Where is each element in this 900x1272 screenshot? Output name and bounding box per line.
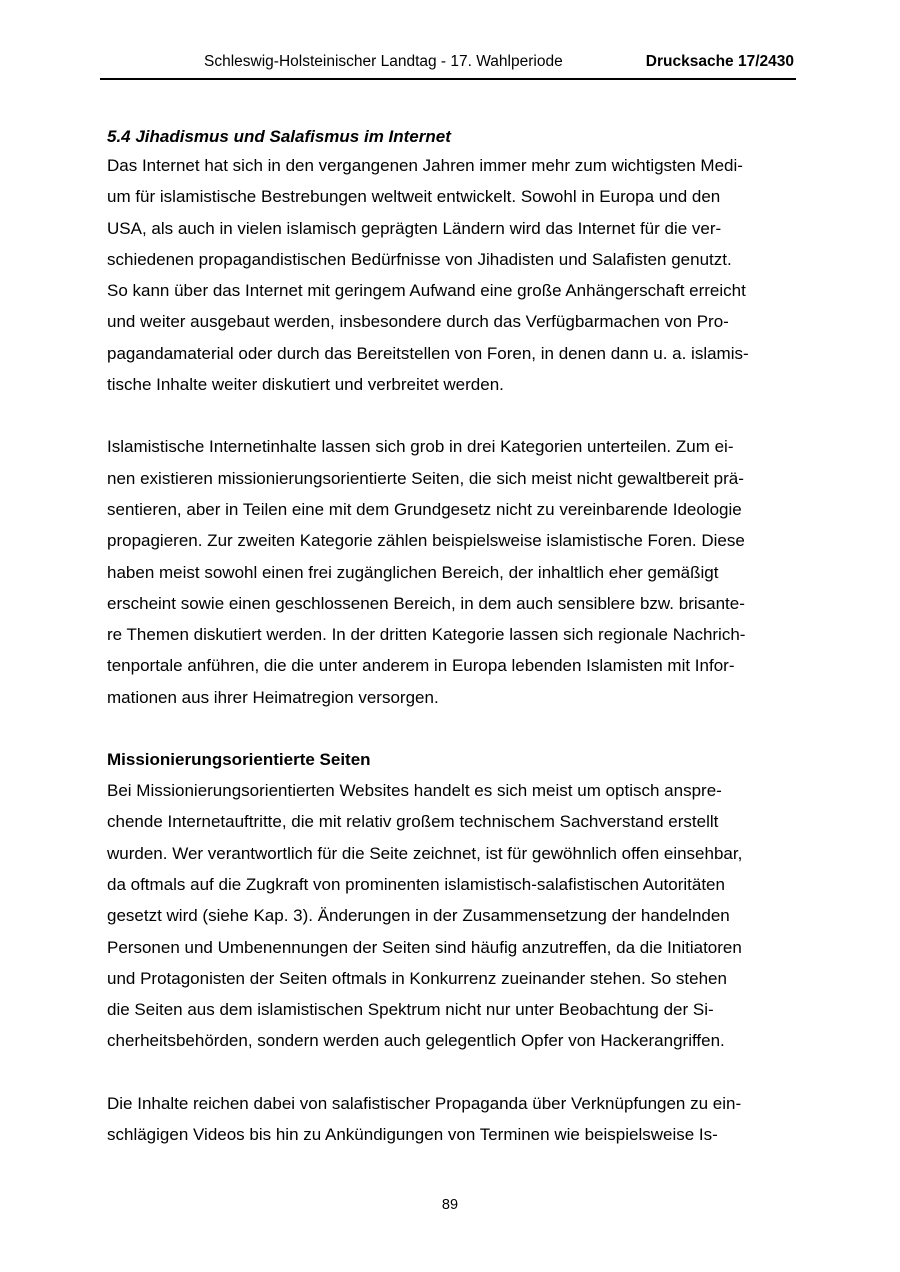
document-reference: Drucksache 17/2430: [645, 53, 794, 70]
text-line: gesetzt wird (siehe Kap. 3). Änderungen in der Zusammensetzung der handelnden: [107, 906, 730, 926]
text-line: nen existieren missionierungsorientierte Seiten, die sich meist nicht gewaltbereit prä-: [107, 468, 744, 488]
text-line: schlägigen Videos bis hin zu Ankündigungen von Terminen wie beispielsweise Is-: [107, 1125, 718, 1145]
text-line: wurden. Wer verantwortlich für die Seite zeichnet, ist für gewöhnlich offen einsehbar,: [107, 843, 743, 863]
page-number: 89: [441, 1197, 459, 1213]
page-header: [100, 50, 796, 80]
paragraph-spacer: [107, 400, 797, 431]
text-line: Bei Missionierungsorientierten Websites handelt es sich meist um optisch anspre-: [107, 781, 722, 801]
text-line: Die Inhalte reichen dabei von salafistischer Propaganda über Verknüpfungen zu ein-: [107, 1093, 742, 1113]
text-line: Islamistische Internetinhalte lassen sich grob in drei Kategorien unterteilen. Zum ei-: [107, 437, 734, 457]
text-line: da oftmals auf die Zugkraft von prominenten islamistisch-salafistischen Autoritäten: [107, 874, 725, 894]
text-line: tenportale anführen, die die unter anderem in Europa lebenden Islamisten mit Infor-: [107, 656, 735, 676]
subsection-heading: Missionierungsorientierte Seiten: [107, 750, 371, 770]
text-line: die Seiten aus dem islamistischen Spektrum nicht nur unter Beobachtung der Si-: [107, 1000, 714, 1020]
text-line: So kann über das Internet mit geringem Aufwand eine große Anhängerschaft erreicht: [107, 281, 746, 301]
text-line: mationen aus ihrer Heimatregion versorgen.: [107, 687, 439, 707]
paragraph-3: [107, 775, 797, 1057]
paragraph-2: [107, 431, 797, 713]
header-title: Schleswig-Holsteinischer Landtag - 17. Wahlperiode: [204, 53, 563, 70]
paragraph-spacer: [107, 1057, 797, 1088]
text-line: tische Inhalte weiter diskutiert und verbreitet werden.: [107, 375, 504, 395]
text-line: pagandamaterial oder durch das Bereitstellen von Foren, in denen dann u. a. islamis-: [107, 343, 749, 363]
text-line: chende Internetauftritte, die mit relativ großem technischem Sachverstand erstellt: [107, 812, 719, 832]
text-line: um für islamistische Bestrebungen weltweit entwickelt. Sowohl in Europa und den: [107, 187, 721, 207]
text-line: schiedenen propagandistischen Bedürfnisse von Jihadisten und Salafisten genutzt.: [107, 249, 732, 269]
paragraph-spacer: [107, 713, 797, 744]
text-line: propagieren. Zur zweiten Kategorie zählen beispielsweise islamistische Foren. Diese: [107, 531, 745, 551]
text-line: und weiter ausgebaut werden, insbesondere durch das Verfügbarmachen von Pro-: [107, 312, 729, 332]
text-line: Personen und Umbenennungen der Seiten sind häufig anzutreffen, da die Initiatoren: [107, 937, 742, 957]
paragraph-4: [107, 1088, 797, 1151]
page-content: [107, 126, 797, 1150]
text-line: USA, als auch in vielen islamisch geprägten Ländern wird das Internet für die ver-: [107, 218, 722, 238]
text-line: Das Internet hat sich in den vergangenen Jahren immer mehr zum wichtigsten Medi-: [107, 156, 743, 175]
text-line: haben meist sowohl einen frei zugänglichen Bereich, der inhaltlich eher gemäßigt: [107, 562, 719, 582]
text-line: erscheint sowie einen geschlossenen Bereich, in dem auch sensiblere bzw. brisante-: [107, 593, 745, 613]
text-line: cherheitsbehörden, sondern werden auch gelegentlich Opfer von Hackerangriffen.: [107, 1031, 725, 1051]
text-line: sentieren, aber in Teilen eine mit dem Grundgesetz nicht zu vereinbarende Ideologie: [107, 499, 742, 519]
paragraph-1: [107, 150, 797, 400]
section-heading: 5.4 Jihadismus und Salafismus im Internet: [107, 127, 451, 146]
text-line: re Themen diskutiert werden. In der dritten Kategorie lassen sich regionale Nachrich-: [107, 625, 746, 645]
text-line: und Protagonisten der Seiten oftmals in Konkurrenz zueinander stehen. So stehen: [107, 968, 727, 988]
